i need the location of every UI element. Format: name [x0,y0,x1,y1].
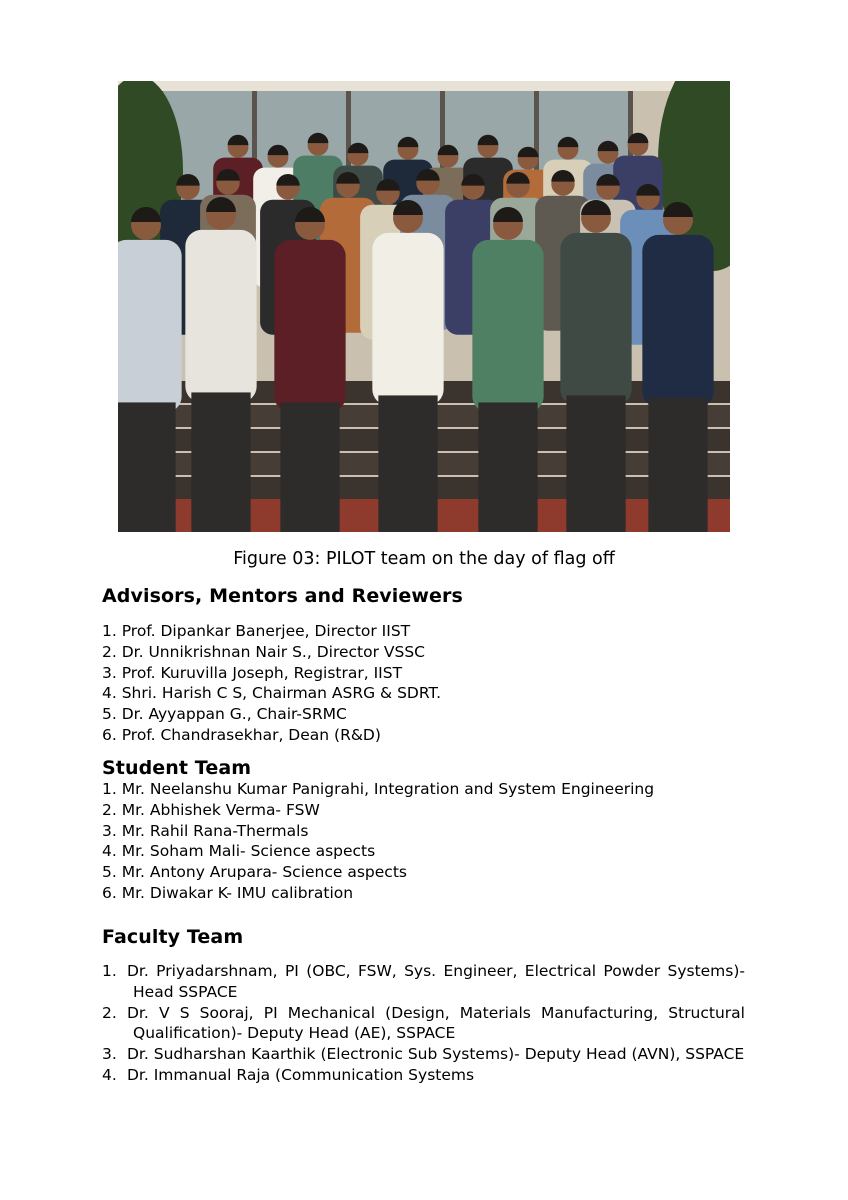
list-number: 4. [102,1065,117,1084]
person-body [274,240,345,412]
person-legs [378,395,437,532]
list-item [102,961,745,1003]
list-item: 6. Mr. Diwakar K- IMU calibration [102,883,354,902]
ceiling [118,81,730,91]
student-team-heading: Student Team [102,757,252,779]
person-legs [648,397,707,532]
person-body [642,235,713,407]
list-item: 4. Mr. Soham Mali- Science aspects [102,842,376,861]
list-number: 3. [102,1045,117,1064]
list-item: 2. Dr. Unnikrishnan Nair S., Director VSSC [102,642,425,661]
list-item: 3. Prof. Kuruvilla Joseph, Registrar, IIST [102,663,403,682]
list-item [102,1065,745,1086]
list-item-continuation: Head SSPACE [133,982,238,1001]
list-item: 3. Mr. Rahil Rana-Thermals [102,821,309,840]
faculty-team-heading: Faculty Team [102,926,244,948]
list-item-text: Dr. Priyadarshnam, PI (OBC, FSW, Sys. Engineer, Electrical Powder Systems)- [127,962,745,980]
list-item-text: Dr. V S Sooraj, PI Mechanical (Design, Materials Manufacturing, Structural [127,1003,745,1022]
person-body [560,233,631,405]
person-legs [118,402,176,532]
list-item: 4. Shri. Harish C S, Chairman ASRG & SDRT. [102,684,442,703]
team-photo-illustration [118,81,730,532]
student-team-list [102,779,654,904]
advisors-list [102,621,441,746]
list-item-continuation: Qualification)- Deputy Head (AE), SSPACE [133,1024,456,1043]
list-item [102,1003,745,1045]
advisors-heading: Advisors, Mentors and Reviewers [102,585,463,607]
list-item: 6. Prof. Chandrasekhar, Dean (R&D) [102,725,381,744]
list-item: 1. Prof. Dipankar Banerjee, Director IIST [102,622,411,640]
list-item-text: Dr. Immanual Raja (Communication Systems [127,1065,475,1084]
list-item: 5. Dr. Ayyappan G., Chair-SRMC [102,705,347,724]
list-item: 2. Mr. Abhishek Verma- FSW [102,800,320,819]
list-number: 1. [102,962,117,980]
person-legs [566,395,625,532]
person-body [185,230,256,402]
person-body [472,240,543,412]
list-item: 1. Mr. Neelanshu Kumar Panigrahi, Integration and System Engineering [102,780,655,798]
person-body [372,233,443,405]
list-item: 5. Mr. Antony Arupara- Science aspects [102,863,407,882]
person-legs [280,402,339,532]
figure-caption: Figure 03: PILOT team on the day of flag off [233,549,615,569]
person-body [118,240,182,412]
list-item [102,1044,745,1065]
person-legs [191,392,250,532]
faculty-team-list [102,961,745,1086]
list-number: 2. [102,1003,117,1022]
person-legs [478,402,537,532]
list-item-text: Dr. Sudharshan Kaarthik (Electronic Sub Systems)- Deputy Head (AVN), SSPACE [127,1045,745,1064]
team-photo [118,81,730,532]
